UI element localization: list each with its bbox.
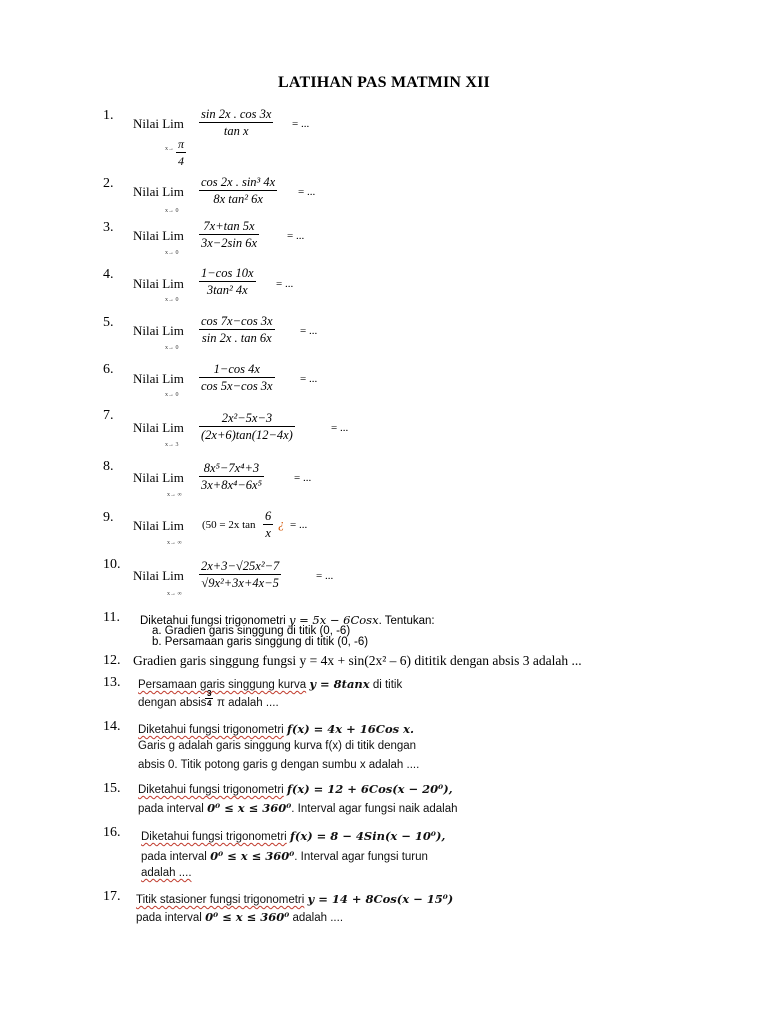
problem-number: 14. [103, 719, 121, 734]
equals-dots: = ... [287, 230, 305, 242]
equals-dots: = ... [294, 472, 312, 484]
equals-dots: = ... [298, 186, 316, 198]
problem-number: 17. [103, 889, 121, 904]
problem-17-line-1 [136, 892, 453, 906]
problem-13-text-a: Persamaan garis singgung kurva [138, 679, 307, 691]
denominator: 3x−2sin 6x [201, 236, 257, 250]
problem-number: 7. [103, 408, 114, 423]
limit-label: Nilai Lim [133, 276, 184, 291]
fraction [199, 174, 277, 207]
limit-subscript: x→ 0 [165, 208, 179, 214]
problem-14-text-a: Diketahui fungsi trigonometri [138, 724, 284, 736]
fraction [199, 361, 275, 394]
equals-dots: = ... [300, 325, 318, 337]
problem-16-line-3: adalah .... [141, 867, 192, 879]
numerator: sin 2x . cos 3x [201, 107, 272, 121]
limit-subscript: x→ [165, 146, 174, 152]
problem-number: 15. [103, 781, 121, 796]
fraction [199, 410, 295, 443]
problem-number: 2. [103, 176, 114, 191]
problem-number: 13. [103, 675, 121, 690]
problem-15-text-a: Diketahui fungsi trigonometri [138, 784, 284, 796]
limit-subscript: x→ 0 [165, 297, 179, 303]
problem-number: 1. [103, 108, 114, 123]
subscript-fraction [176, 136, 186, 169]
limit-label: Nilai Lim [133, 228, 184, 243]
equals-dots: = ... [276, 278, 294, 290]
denominator: 4 [207, 699, 212, 708]
problem-15-interval: 0⁰ ≤ x ≤ 360⁰ [207, 801, 292, 815]
problem-14-line-2: Garis g adalah garis singgung kurva f(x) di titik dengan [138, 740, 417, 752]
problem-15-line-2 [138, 801, 458, 815]
fraction [199, 265, 256, 298]
problem-16-text-b: pada interval [141, 851, 207, 863]
limit-subscript: x→ 3 [165, 442, 179, 448]
problem-number: 5. [103, 315, 114, 330]
limit-subscript: x→ ∞ [167, 492, 182, 498]
problem-15-formula: f(x) = 12 + 6Cos(x − 20⁰), [286, 782, 453, 796]
limit-subscript: x→ ∞ [167, 591, 182, 597]
problem-number: 12. [103, 653, 121, 668]
problem-11-tail: . Tentukan: [378, 615, 435, 627]
problem-14-line-3: absis 0. Titik potong garis g dengan sumbu x adalah .... [138, 759, 420, 771]
fraction [199, 460, 264, 493]
fraction [199, 218, 259, 251]
problem-number: 8. [103, 459, 114, 474]
problem-number: 11. [103, 610, 120, 625]
denominator: √9x²+3x+4x−5 [201, 576, 279, 590]
equals-dots: = ... [300, 373, 318, 385]
denominator: (2x+6)tan(12−4x) [201, 428, 293, 442]
problem-number: 3. [103, 220, 114, 235]
problem-number: 4. [103, 267, 114, 282]
limit-label: Nilai Lim [133, 518, 184, 533]
problem-16-text-a: Diketahui fungsi trigonometri [141, 831, 287, 843]
problem-number: 6. [103, 362, 114, 377]
problem-17-text-a: Titik stasioner fungsi trigonometri [136, 894, 305, 906]
problem-16-line-2 [141, 849, 428, 863]
problem-prefix: (50 = 2x tan [202, 519, 256, 531]
problem-17-interval: 0⁰ ≤ x ≤ 360⁰ [205, 910, 290, 924]
problem-16-interval: 0⁰ ≤ x ≤ 360⁰ [210, 849, 295, 863]
problem-number: 10. [103, 557, 121, 572]
numerator: 2x²−5x−3 [221, 411, 273, 425]
limit-label: Nilai Lim [133, 323, 184, 338]
limit-label: Nilai Lim [133, 470, 184, 485]
denominator: tan x [223, 124, 249, 138]
problem-16-line-1 [141, 829, 445, 843]
numerator: 3 [207, 689, 212, 698]
limit-label: Nilai Lim [133, 568, 184, 583]
denominator: x [265, 526, 271, 540]
numerator: 6 [265, 509, 272, 523]
denominator: sin 2x . tan 6x [201, 331, 272, 345]
problem-13-formula: y = 8tanx [309, 677, 370, 691]
problem-12-text: Gradien garis singgung fungsi y = 4x + sin(2x² – 6) dititik dengan absis 3 adalah ... [133, 653, 582, 668]
numerator: cos 2x . sin³ 4x [201, 175, 276, 189]
problem-15-text-b: pada interval [138, 803, 204, 815]
problem-11-part-a: a. Gradien garis singgung di titik (0, -6) [152, 625, 351, 637]
denominator: 4 [178, 154, 184, 168]
equals-dots: = ... [292, 118, 310, 130]
limit-subscript: x→ 0 [165, 345, 179, 351]
problem-14-line-1 [138, 722, 414, 736]
fraction [199, 313, 275, 346]
limit-subscript: x→ ∞ [167, 540, 182, 546]
problem-17-formula: y = 14 + 8Cos(x − 15⁰) [307, 892, 454, 906]
denominator: 8x tan² 6x [213, 192, 263, 206]
inverted-question-mark: ¿ [278, 516, 285, 531]
numerator: cos 7x−cos 3x [201, 314, 273, 328]
problem-13-text-b: di titik [372, 679, 403, 691]
limit-label: Nilai Lim [133, 371, 184, 386]
problem-16-formula: f(x) = 8 − 4Sin(x − 10⁰), [289, 829, 446, 843]
equals-dots: = ... [316, 570, 334, 582]
limit-subscript: x→ 0 [165, 250, 179, 256]
limit-label: Nilai Lim [133, 116, 184, 131]
denominator: 3x+8x⁴−6x⁵ [201, 478, 262, 492]
limit-label: Nilai Lim [133, 184, 184, 199]
problem-number: 9. [103, 510, 114, 525]
denominator: cos 5x−cos 3x [201, 379, 273, 393]
problem-17-line-2 [136, 910, 343, 924]
fraction [199, 558, 281, 591]
problem-13-line-2: dengan absis [138, 697, 207, 709]
problem-17-text-b: pada interval [136, 912, 202, 924]
numerator: 8x⁵−7x⁴+3 [203, 461, 260, 475]
numerator: 2x+3−√25x²−7 [201, 559, 280, 573]
numerator: 7x+tan 5x [203, 219, 255, 233]
fraction [199, 106, 273, 139]
problem-13-line-1 [138, 677, 402, 691]
problem-11-part-b: b. Persamaan garis singgung di titik (0, -6) [152, 636, 369, 648]
equals-dots: = ... [331, 422, 349, 434]
problem-17-text-c: adalah .... [292, 912, 344, 924]
numerator: 1−cos 10x [201, 266, 254, 280]
numerator: 1−cos 4x [213, 362, 260, 376]
problem-13-fraction [205, 689, 213, 708]
limit-label: Nilai Lim [133, 420, 184, 435]
equals-dots: = ... [290, 519, 308, 531]
problem-15-text-c: . Interval agar fungsi naik adalah [291, 803, 458, 815]
page-title: LATIHAN PAS MATMIN XII [278, 74, 490, 91]
problem-16-text-c: . Interval agar fungsi turun [294, 851, 428, 863]
limit-subscript: x→ 0 [165, 392, 179, 398]
problem-15-line-1 [138, 782, 453, 796]
problem-13-line-2-tail: π adalah .... [217, 697, 279, 709]
fraction [263, 508, 273, 541]
problem-number: 16. [103, 825, 121, 840]
problem-11-formula: y = 5x − 6Cosx [288, 613, 379, 627]
problem-14-formula: f(x) = 4x + 16Cos x. [286, 722, 414, 736]
denominator: 3tan² 4x [206, 283, 248, 297]
problem-11-intro-text: Diketahui fungsi trigonometri [140, 615, 286, 627]
numerator: π [178, 137, 185, 151]
